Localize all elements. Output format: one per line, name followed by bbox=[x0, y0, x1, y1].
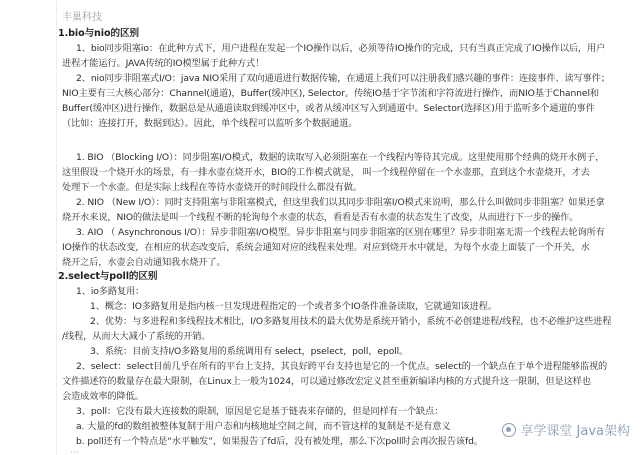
paragraph-line: 2. NIO （New I/O）：同时支持阻塞与非阻塞模式，但这里我们以其同步非阻塞I/O模式来说明，那么什么叫做同步非阻塞？如果还拿 bbox=[76, 197, 605, 208]
paragraph-line: 文件描述符的数量存在最大限制，在Linux上一般为1024，可以通过修改宏定义甚至重新编译内核的方式提升这一限制，但是这样也 bbox=[62, 376, 591, 387]
paragraph-line: 3、poll：它没有最大连接数的限制，原因是它是基于链表来存储的，但是同样有一个缺点： bbox=[76, 406, 444, 417]
paragraph-line: /线程，从而大大减小了系统的开销。 bbox=[62, 331, 211, 342]
paragraph-line: 2、select：select目前几乎在所有的平台上支持，其良好跨平台支持也是它的一个优点。select的一个缺点在于单个进程能够监视的 bbox=[76, 361, 608, 372]
section-heading: 2.select与poll的区别 bbox=[58, 271, 158, 282]
paragraph-line: 1、概念：IO多路复用是指内核一旦发现进程指定的一个或者多个IO条件准备读取，它就通知该进程。 bbox=[90, 301, 497, 312]
paragraph-line: 这里假设一个烧开水的场景，有一排水壶在烧开水，BIO的工作模式就是， 叫一个线程停留在一个水壶那，直到这个水壶烧开，才去 bbox=[62, 167, 590, 178]
watermark-text: 享学课堂 Java架构 bbox=[520, 424, 630, 439]
paragraph-line: 2、优势：与多进程和多线程技术相比，I/O多路复用技术的最大优势是系统开销小，系统不必创建进程/线程，也不必维护这些进程 bbox=[90, 316, 612, 327]
paragraph-line: 烧开水来说，NIO的做法是叫一个线程不断的轮询每个水壶的状态，看看是否有水壶的状态发生了改变，从而进行下一步的操作。 bbox=[62, 212, 579, 223]
paragraph-line: 处理下一个水壶。但是实际上线程在等待水壶烧开的时间段什么都没有做。 bbox=[62, 182, 362, 193]
paragraph-line: 1、bio同步阻塞io：在此种方式下，用户进程在发起一个IO操作以后，必须等待IO操作的完成，只有当真正完成了IO操作以后，用户 bbox=[76, 43, 606, 54]
cutoff-text: ··· bbox=[70, 448, 79, 455]
paragraph-line: a. 大量的fd的数组被整体复制于用户态和内核地址空间之间，而不管这样的复制是不是有意义 bbox=[76, 421, 451, 432]
watermark-logo-icon bbox=[502, 423, 516, 437]
paragraph-line: 1. BIO （Blocking I/O）：同步阻塞I/O模式，数据的读取写入必须阻塞在一个线程内等待其完成。这里使用那个经典的烧开水例子， bbox=[76, 152, 605, 163]
paragraph-line: b. poll还有一个特点是“水平触发”，如果报告了fd后，没有被处理，那么下次poll时会再次报告该fd。 bbox=[76, 436, 483, 447]
paragraph-line: Buffer(缓冲区)进行操作，数据总是从通道读取到缓冲区中，或者从缓冲区写入到通道中。Selector(选择区)用于监听多个通道的事件 bbox=[62, 103, 595, 114]
section-heading: 1.bio与nio的区别 bbox=[58, 28, 139, 39]
margin-rule bbox=[56, 0, 57, 455]
paragraph-line: 1、io多路复用： bbox=[76, 286, 145, 297]
paragraph-line: 3、系统：目前支持I/O多路复用的系统调用有 select，pselect，poll，epoll。 bbox=[90, 346, 409, 357]
paragraph-line: 2、nio同步非阻塞式I/O：java NIO采用了双向通道进行数据传输，在通道上我们可以注册我们感兴趣的事件：连接事件、读写事件； bbox=[76, 73, 610, 84]
paragraph-line: NIO主要有三大核心部分：Channel(通道)，Buffer(缓冲区), Selector。传统IO基于字节流和字符流进行操作，而NIO基于Channel和 bbox=[62, 88, 599, 99]
paragraph-line: （比如：连接打开，数据到达）。因此，单个线程可以监听多个数据通道。 bbox=[62, 118, 358, 129]
paragraph-line: 烧开之后，水壶会自动通知我水烧开了。 bbox=[62, 257, 226, 268]
paragraph-line: IO操作的状态改变，在相应的状态改变后，系统会通知对应的线程来处理。对应到烧开水中就是，为每个水壶上面装了一个开关，水 bbox=[62, 242, 590, 253]
brand-label: 丰巢科技 bbox=[62, 12, 102, 23]
paragraph-line: 进程才能运行。JAVA传统的IO模型属于此种方式！ bbox=[62, 58, 265, 69]
watermark bbox=[502, 420, 630, 439]
paragraph-line: 3. AIO （ Asynchronous I/O）：异步非阻塞I/O模型。异步非阻塞与同步非阻塞的区别在哪里？异步非阻塞无需一个线程去轮询所有 bbox=[76, 227, 605, 238]
paragraph-line: 会造成效率的降低。 bbox=[62, 391, 144, 402]
